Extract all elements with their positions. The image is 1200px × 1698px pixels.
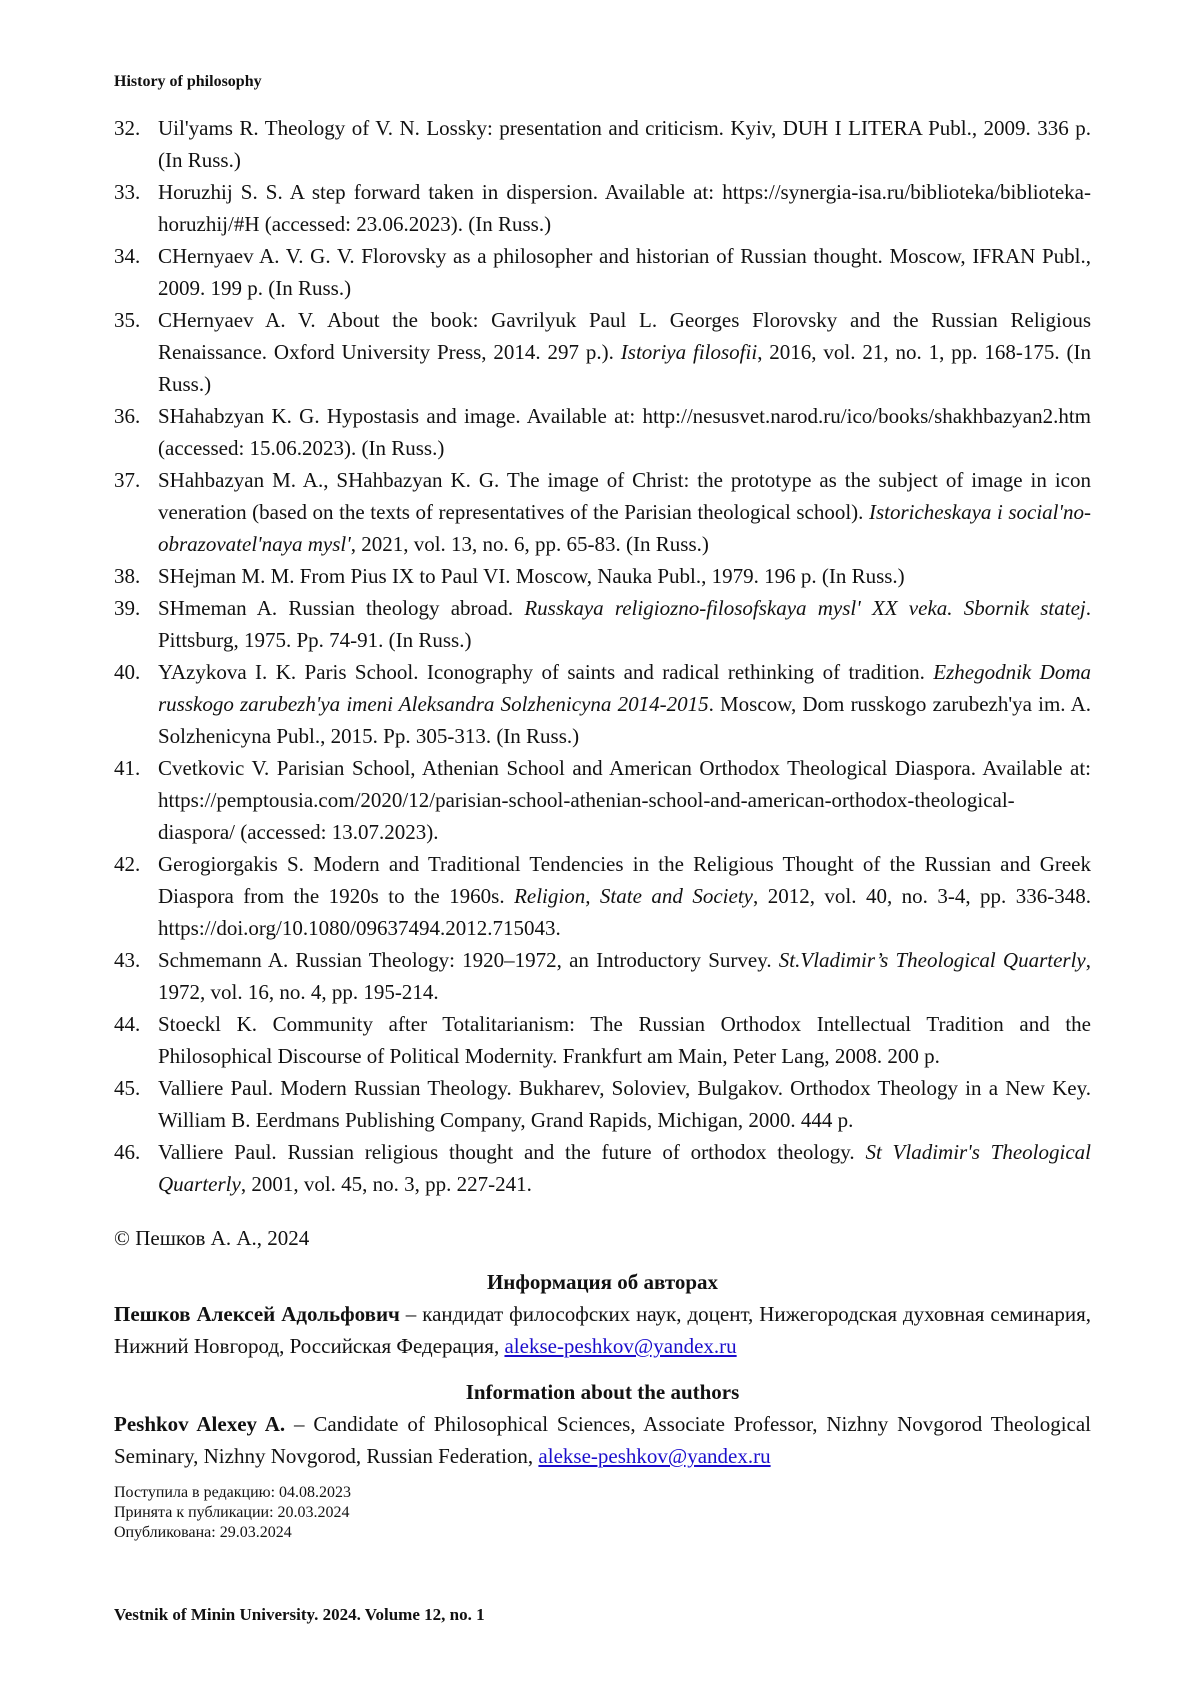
reference-text: [158, 116, 1091, 172]
reference-number: 33.: [114, 180, 141, 204]
reference-item: [114, 112, 1091, 176]
author-email-link-en[interactable]: alekse-peshkov@yandex.ru: [538, 1444, 771, 1468]
reference-text: [158, 308, 1091, 396]
reference-number: 44.: [114, 1012, 141, 1036]
reference-item: [114, 464, 1091, 560]
reference-number: 41.: [114, 756, 141, 780]
reference-text-segment: , 2001, vol. 45, no. 3, pp. 227-241.: [240, 1172, 532, 1196]
reference-text: [158, 948, 1091, 1004]
reference-number: 46.: [114, 1140, 141, 1164]
reference-number: 38.: [114, 564, 141, 588]
reference-text: [158, 660, 1091, 748]
journal-footer: Vestnik of Minin University. 2024. Volume 12, no. 1: [114, 1605, 485, 1624]
reference-item: [114, 592, 1091, 656]
reference-number: 34.: [114, 244, 141, 268]
copyright-notice: © Пешков А. А., 2024: [114, 1226, 310, 1250]
reference-number: 35.: [114, 308, 141, 332]
reference-text-segment: Uil'yams R. Theology of V. N. Lossky: presentation and criticism. Kyiv, DUH I LITERA Publ., 2009. 336 p. (In Russ.): [158, 116, 1091, 172]
reference-list: [114, 112, 1091, 1200]
reference-text-segment: YAzykova I. K. Paris School. Iconography of saints and radical rethinking of tradition.: [158, 660, 934, 684]
reference-text: [158, 404, 1091, 460]
reference-text-segment: Cvetkovic V. Parisian School, Athenian School and American Orthodox Theological Diaspora. Available at: https://pemptousia.com/2020/12/parisian-school-athenian-school-and-american-orthodox-theological-diaspora/ (accessed: 13.07.2023).: [158, 756, 1091, 844]
reference-item: [114, 656, 1091, 752]
reference-text-segment: Horuzhij S. S. A step forward taken in dispersion. Available at: https://synergia-isa.ru/biblioteka/biblioteka-horuzhij/#H (accessed: 23.06.2023). (In Russ.): [158, 180, 1091, 236]
reference-source-title: St Vladimir's Theological Quarterly: [158, 1140, 1091, 1196]
date-accepted: Принята к публикации: 20.03.2024: [114, 1504, 350, 1521]
reference-number: 32.: [114, 116, 141, 140]
author-email-link-ru[interactable]: alekse-peshkov@yandex.ru: [504, 1334, 737, 1358]
reference-text: [158, 468, 1091, 556]
reference-text-segment: , 1972, vol. 16, no. 4, pp. 195-214.: [158, 948, 1092, 1004]
reference-number: 43.: [114, 948, 141, 972]
author-info-text-ru: [114, 1298, 1091, 1362]
reference-number: 45.: [114, 1076, 141, 1100]
reference-source-title: Ezhegodnik Doma russkogo zarubezh'ya imeni Aleksandra Solzhenicyna 2014-2015: [158, 660, 1091, 716]
reference-item: [114, 944, 1091, 1008]
reference-text-segment: . Moscow, Dom russkogo zarubezh'ya im. A. Solzhenicyna Publ., 2015. Pp. 305-313. (In Russ.): [158, 692, 1091, 748]
reference-source-title: Russkaya religiozno-filosofskaya mysl' XX veka. Sbornik statej: [524, 596, 1086, 620]
reference-text-segment: Gerogiorgakis S. Modern and Traditional Tendencies in the Religious Thought of the Russian and Greek Diaspora from the 1920s to the 1960s.: [158, 852, 1091, 908]
author-info-heading-en: Information about the authors: [465, 1380, 740, 1404]
reference-text: [158, 1076, 1091, 1132]
reference-text-segment: , 2016, vol. 21, no. 1, pp. 168-175. (In Russ.): [158, 340, 1091, 396]
date-received: Поступила в редакцию: 04.08.2023: [114, 1484, 352, 1501]
reference-text-segment: SHahbazyan M. A., SHahbazyan K. G. The image of Christ: the prototype as the subject of image in icon veneration (based on the texts of representatives of the Parisian theological school).: [158, 468, 1091, 524]
reference-source-title: Religion, State and Society: [514, 884, 753, 908]
reference-item: [114, 848, 1091, 944]
reference-number: 42.: [114, 852, 141, 876]
reference-number: 37.: [114, 468, 141, 492]
author-description-en: – Candidate of Philosophical Sciences, Associate Professor, Nizhny Novgorod Theological Seminary, Nizhny Novgorod, Russian Federation,: [114, 1412, 1091, 1468]
reference-text-segment: SHejman M. M. From Pius IX to Paul VI. Moscow, Nauka Publ., 1979. 196 p. (In Russ.): [158, 564, 905, 588]
reference-text-segment: CHernyaev A. V. About the book: Gavrilyuk Paul L. Georges Florovsky and the Russian Religious Renaissance. Oxford University Press, 2014. 297 p.).: [158, 308, 1091, 364]
author-info-text-en: [114, 1408, 1091, 1472]
reference-text: [158, 596, 1091, 652]
reference-item: [114, 560, 1091, 592]
reference-text: [158, 564, 905, 588]
author-name-en: Peshkov Alexey A.: [114, 1412, 286, 1436]
reference-text-segment: Stoeckl K. Community after Totalitarianism: The Russian Orthodox Intellectual Tradition and the Philosophical Discourse of Political Modernity. Frankfurt am Main, Peter Lang, 2008. 200 p.: [158, 1012, 1091, 1068]
reference-number: 40.: [114, 660, 141, 684]
reference-text-segment: , 2012, vol. 40, no. 3-4, pp. 336-348. https://doi.org/10.1080/09637494.2012.715043.: [158, 884, 1092, 940]
reference-text-segment: . Pittsburg, 1975. Pp. 74-91. (In Russ.): [158, 596, 1092, 652]
reference-text-segment: SHmeman A. Russian theology abroad.: [158, 596, 525, 620]
reference-item: [114, 240, 1091, 304]
reference-text-segment: SHahabzyan K. G. Hypostasis and image. Available at: http://nesusvet.narod.ru/ico/books/shakhbazyan2.htm (accessed: 15.06.2023). (In Russ.): [158, 404, 1091, 460]
reference-item: [114, 752, 1091, 848]
reference-item: [114, 400, 1091, 464]
reference-source-title: Istoricheskaya i social'no-obrazovatel'naya mysl': [158, 500, 1091, 556]
author-description-ru: – кандидат философских наук, доцент, Нижегородская духовная семинария, Нижний Новгород, Российская Федерация,: [114, 1302, 1091, 1358]
reference-item: [114, 1008, 1091, 1072]
reference-item: [114, 176, 1091, 240]
reference-text-segment: CHernyaev A. V. G. V. Florovsky as a philosopher and historian of Russian thought. Moscow, IFRAN Publ., 2009. 199 p. (In Russ.): [158, 244, 1091, 300]
reference-text-segment: Valliere Paul. Russian religious thought and the future of orthodox theology.: [158, 1140, 866, 1164]
reference-text: [158, 244, 1091, 300]
reference-text: [158, 180, 1091, 236]
reference-item: [114, 1136, 1091, 1200]
reference-number: 39.: [114, 596, 141, 620]
reference-item: [114, 1072, 1091, 1136]
reference-number: 36.: [114, 404, 141, 428]
running-head-title: History of philosophy: [114, 73, 262, 90]
reference-item: [114, 304, 1091, 400]
reference-text: [158, 1140, 1091, 1196]
author-name-ru: Пешков Алексей Адольфович: [114, 1302, 400, 1326]
reference-source-title: Istoriya filosofii: [620, 340, 758, 364]
publication-dates: [114, 1483, 351, 1543]
author-info-english: [114, 1376, 1091, 1472]
reference-text-segment: , 2021, vol. 13, no. 6, pp. 65-83. (In Russ.): [350, 532, 709, 556]
reference-text: [158, 1012, 1091, 1068]
reference-text: [158, 756, 1091, 844]
date-published: Опубликована: 29.03.2024: [114, 1524, 292, 1541]
author-info-russian: [114, 1266, 1091, 1362]
reference-text-segment: Schmemann A. Russian Theology: 1920–1972, an Introductory Survey.: [158, 948, 779, 972]
author-info-heading-ru: Информация об авторах: [486, 1270, 719, 1294]
reference-text: [158, 852, 1091, 940]
reference-text-segment: Valliere Paul. Modern Russian Theology. Bukharev, Soloviev, Bulgakov. Orthodox Theology in a New Key. William B. Eerdmans Publishing Company, Grand Rapids, Michigan, 2000. 444 p.: [158, 1076, 1091, 1132]
reference-source-title: St.Vladimir’s Theological Quarterly: [778, 948, 1086, 972]
